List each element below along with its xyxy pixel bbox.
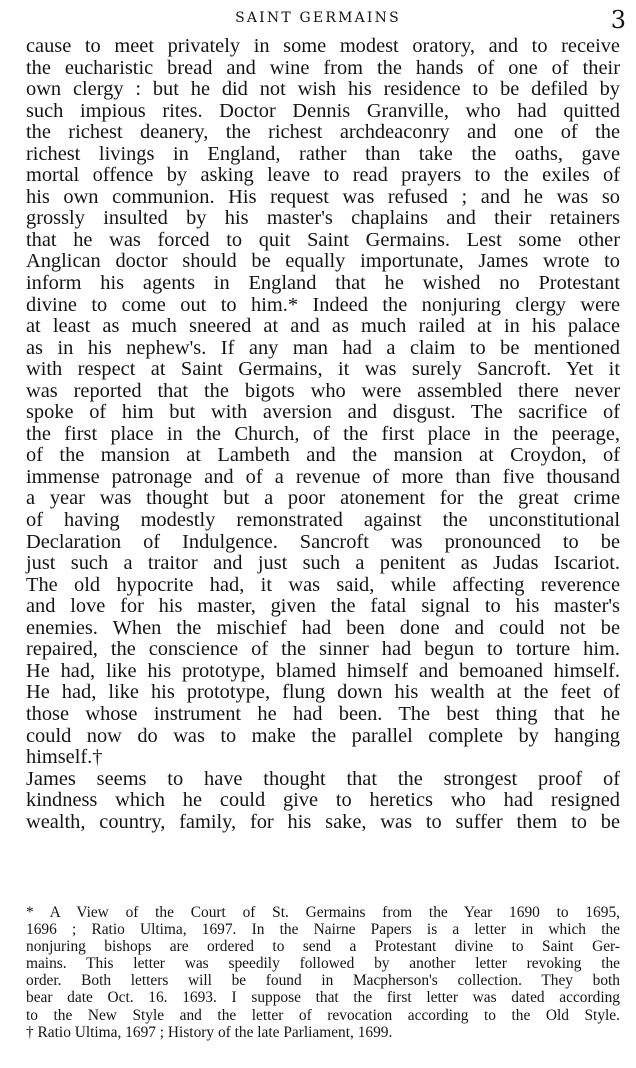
running-title: SAINT GERMAINS [235, 10, 401, 26]
text-line: repaired, the conscience of the sinner had begun to torture him. [26, 638, 620, 661]
footnote-line: bear date Oct. 16. 1693. I suppose that the first letter was dated according [26, 989, 620, 1007]
page-header [0, 8, 636, 32]
text-line: the eucharistic bread and wine from the hands of one of their [26, 56, 620, 79]
text-line: his own communion. His request was refused ; and he was so [26, 185, 620, 208]
text-line: was reported that the bigots who were assembled there never [26, 379, 620, 402]
text-line: the first place in the Church, of the first place in the peerage, [26, 422, 620, 445]
footnote-line: nonjuring bishops are ordered to send a Protestant divine to Saint Ger- [26, 938, 620, 956]
text-line: just such a traitor and just such a penitent as Judas Iscariot. [26, 552, 620, 575]
text-line: richest livings in England, rather than take the oaths, gave [26, 142, 620, 165]
text-line: divine to come out to him.* Indeed the nonjuring clergy were [26, 293, 620, 316]
text-line: own clergy : but he did not wish his residence to be defiled by [26, 78, 620, 101]
text-line: cause to meet privately in some modest oratory, and to receive [26, 35, 620, 57]
text-line: such impious rites. Doctor Dennis Granville, who had quitted [26, 99, 620, 122]
text-line: kindness which he could give to heretics who had resigned [26, 789, 620, 812]
text-line: inform his agents in England that he wished no Protestant [26, 272, 620, 295]
text-line: that he was forced to quit Saint Germains. Lest some other [26, 228, 620, 251]
text-line: a year was thought but a poor atonement for the great crime [26, 487, 620, 510]
paragraph-end-line: himself.† [26, 746, 103, 769]
text-line: those whose instrument he had been. The best thing that he [26, 702, 620, 725]
text-line: He had, like his prototype, blamed himself and bemoaned himself. [26, 659, 620, 682]
footnotes [26, 904, 620, 1041]
text-line: as in his nephew's. If any man had a claim to be mentioned [26, 336, 620, 359]
text-line: The old hypocrite had, it was said, while affecting reverence [26, 573, 620, 596]
text-line: Anglican doctor should be equally importunate, James wrote to [26, 250, 620, 273]
page-number: 3 [610, 6, 626, 34]
text-line: wealth, country, family, for his sake, was to suffer them to be [26, 810, 620, 833]
text-line: the richest deanery, the richest archdeaconry and one of the [26, 121, 620, 144]
text-line: at least as much sneered at and as much railed at in his palace [26, 315, 620, 338]
footnote-line: mains. This letter was speedily followed by another letter revoking the [26, 955, 620, 973]
footnote-line: † Ratio Ultima, 1697 ; History of the late Parliament, 1699. [26, 1023, 393, 1041]
text-line: mortal offence by asking leave to read prayers to the exiles of [26, 164, 620, 187]
text-line: could now do was to make the parallel complete by hanging [26, 724, 620, 747]
body-text [26, 36, 620, 833]
text-line: immense patronage and of a revenue of more than five thousand [26, 465, 620, 488]
text-line: of having modestly remonstrated against the unconstitutional [26, 509, 620, 532]
footnote-line: to the New Style and the letter of revocation according to the Old Style. [26, 1006, 620, 1024]
text-line: and love for his master, given the fatal signal to his master's [26, 595, 620, 618]
footnote-line: 1696 ; Ratio Ultima, 1697. In the Nairne Papers is a letter in which the [26, 921, 620, 939]
footnote-line: order. Both letters will be found in Macpherson's collection. They both [26, 972, 620, 990]
text-line: He had, like his prototype, flung down his wealth at the feet of [26, 681, 620, 704]
text-line: with respect at Saint Germains, it was surely Sancroft. Yet it [26, 358, 620, 381]
text-line: James seems to have thought that the strongest proof of [26, 767, 620, 790]
text-line: grossly insulted by his master's chaplains and their retainers [26, 207, 620, 230]
text-line: spoke of him but with aversion and disgust. The sacrifice of [26, 401, 620, 424]
footnote-line: * A View of the Court of St. Germains from the Year 1690 to 1695, [26, 904, 620, 921]
text-line: of the mansion at Lambeth and the mansion at Croydon, of [26, 444, 620, 467]
text-line: Declaration of Indulgence. Sancroft was pronounced to be [26, 530, 620, 553]
text-line: enemies. When the mischief had been done and could not be [26, 616, 620, 639]
